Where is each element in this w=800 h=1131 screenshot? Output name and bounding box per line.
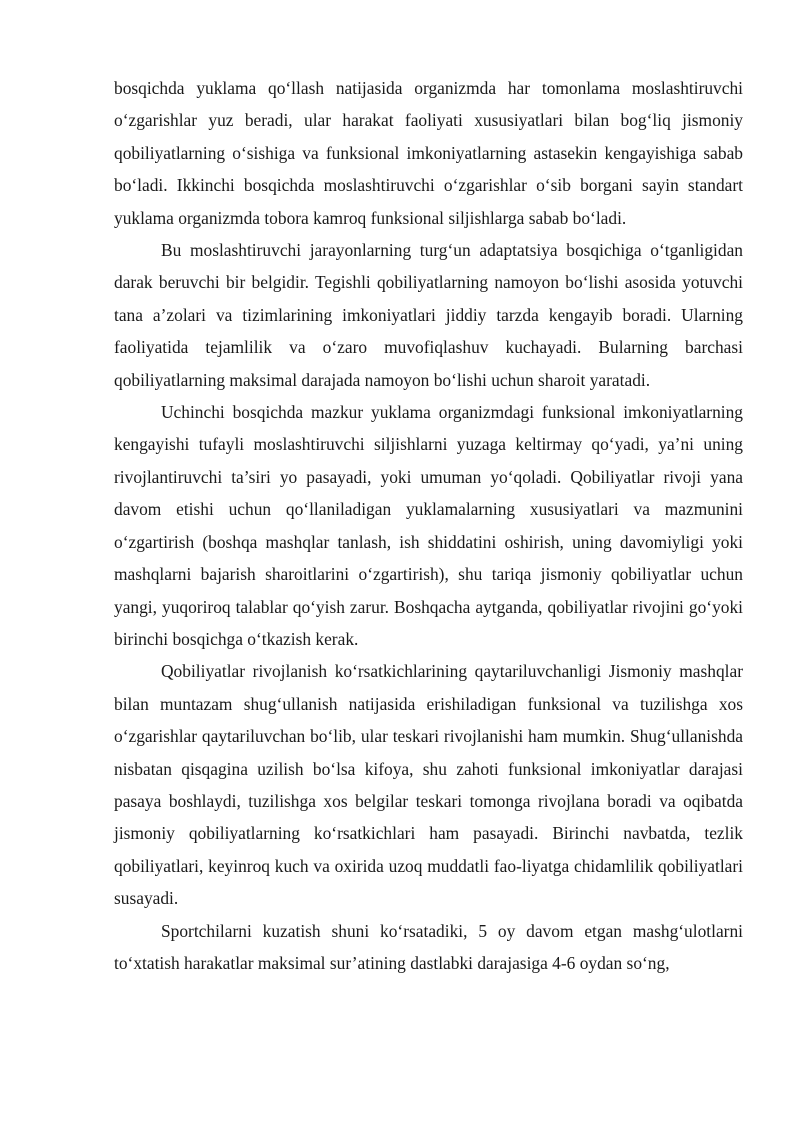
- paragraph-2: Bu moslashtiruvchi jarayonlarning turg‘un adaptatsiya bosqichiga o‘tganligidan darak beruvchi bir belgidir. Tegishli qobiliyatlarning namoyon bo‘lishi asosida yotuvchi tana a’zolari va tizimlarining imkoniyatlari jiddiy tarzda kengayib boradi. Ularning faoliyatida tejamlilik va o‘zaro muvofiqlashuv kuchayadi. Bularning barchasi qobiliyatlarning maksimal darajada namoyon bo‘lishi uchun sharoit yaratadi.: [114, 240, 743, 390]
- paragraph-5: Sportchilarni kuzatish shuni ko‘rsatadiki, 5 oy davom etgan mashg‘ulotlarni to‘xtatish harakatlar maksimal sur’atining dastlabki darajasiga 4-6 oydan so‘ng,: [114, 920, 743, 973]
- body-text: [114, 72, 743, 979]
- paragraph-1: bosqichda yuklama qo‘llash natijasida organizmda har tomonlama moslashtiruvchi o‘zgarishlar yuz beradi, ular harakat faoliyati xususiyatlari bilan bog‘liq jismoniy qobiliyatlarning o‘sishiga va funksional imkoniyatlarning astasekin kengayishiga sabab bo‘ladi. Ikkinchi bosqichda moslashtiruvchi o‘zgarishlar o‘sib borgani sayin standart yuklama organizmda tobora kamroq funksional siljishlarga sabab bo‘ladi.: [114, 78, 743, 228]
- paragraph-4: Qobiliyatlar rivojlanish ko‘rsatkichlarining qaytariluvchanligi Jismoniy mashqlar bilan muntazam shug‘ullanish natijasida erishiladigan funksional va tuzilishga xos o‘zgarishlar qaytariluvchan bo‘lib, ular teskari rivojlanishi ham mumkin. Shug‘ullanishda nisbatan qisqagina uzilish bo‘lsa kifoya, shu zahoti funksional imkoniyatlar darajasi pasaya boshlaydi, tuzilishga xos belgilar teskari tomonga rivojlana boradi va oqibatda jismoniy qobiliyatlarning ko‘rsatkichlari ham pasayadi. Birinchi navbatda, tezlik qobiliyatlari, keyinroq kuch va oxirida uzoq muddatli fao-liyatga chidamlilik qobiliyatlari susayadi.: [114, 661, 743, 909]
- paragraph-3: Uchinchi bosqichda mazkur yuklama organizmdagi funksional imkoniyatlarning kengayishi tufayli moslashtiruvchi siljishlarni yuzaga keltirmay qo‘yadi, ya’ni uning rivojlantiruvchi ta’siri yo pasayadi, yoki umuman yo‘qoladi. Qobiliyatlar rivoji yana davom etishi uchun qo‘llaniladigan yuklamalarning xususiyatlari va mazmunini o‘zgartirish (boshqa mashqlar tanlash, ish shiddatini oshirish, uning davomiyligi yoki mashqlarni bajarish sharoitlarini o‘zgartirish), shu tariqa jismoniy qobiliyatlar uchun yangi, yuqoriroq talablar qo‘yish zarur. Boshqacha aytganda, qobiliyatlar rivojini go‘yoki birinchi bosqichga o‘tkazish kerak.: [114, 402, 743, 649]
